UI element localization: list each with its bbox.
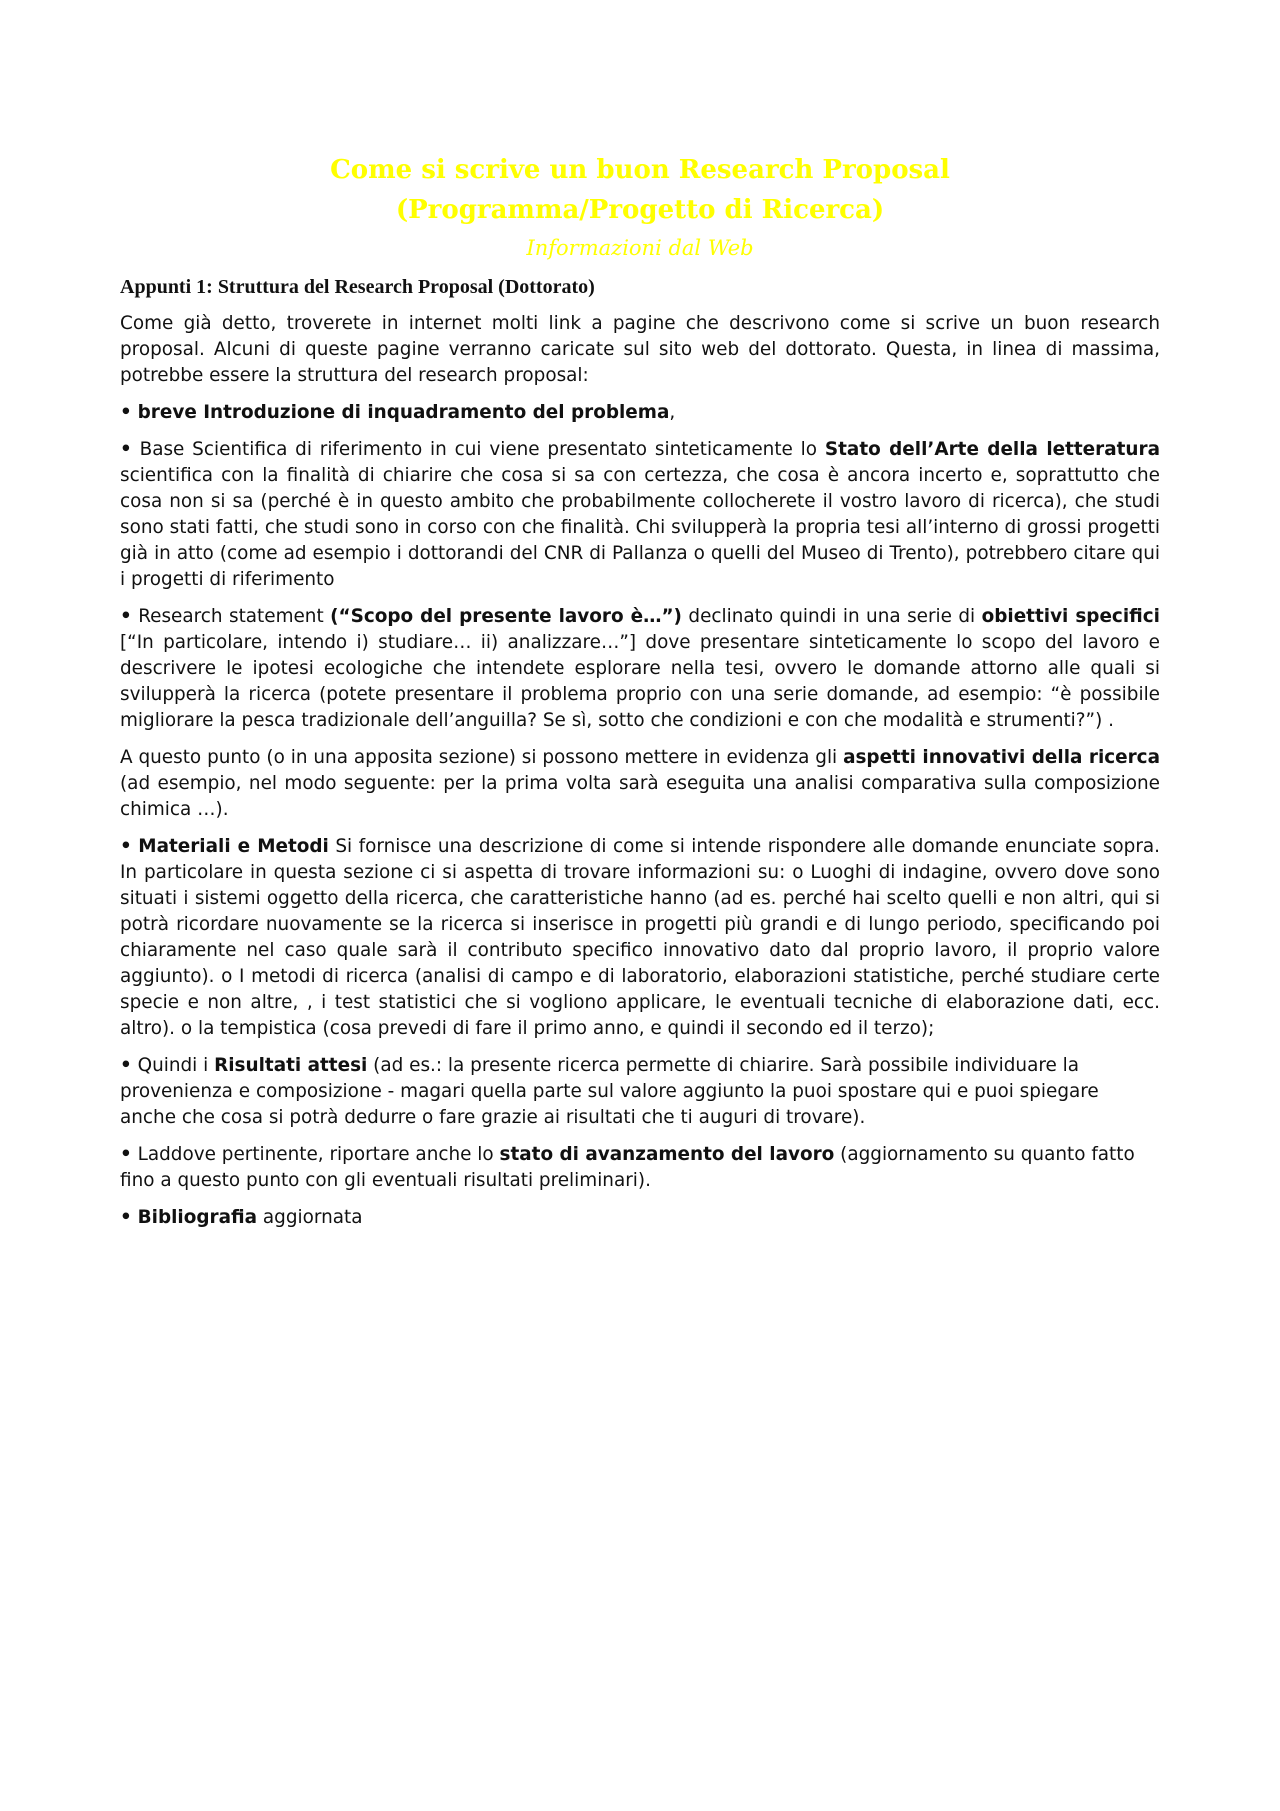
bold-text: Materiali e Metodi	[138, 836, 329, 857]
body-text: declinato quindi in una serie di	[681, 606, 982, 627]
bullet-marker: •	[120, 1055, 132, 1076]
document-title	[120, 150, 1160, 230]
body-text: Si fornisce una descrizione di come si intende rispondere alle domande enunciate sopra. In particolare in questa sezione ci si aspetta di trovare informazioni su: o Luoghi di indagine, ovvero dove sono situati i sistemi oggetto della ricerca, che caratteristiche hanno (ad es. perché hai scelto quelli e non altri, qui si potrà ricordare nuovamente se la ricerca si inserisce in progetti più grandi e di lungo periodo, specificando poi chiaramente nel caso quale sarà il contributo specifico innovativo dato dal proprio lavoro, il proprio valore aggiunto). o I metodi di ricerca (analisi di campo e di laboratorio, elaborazioni statistiche, perché studiare certe specie e non altre, , i test statistici che si vogliono applicare, le eventuali tecniche di elaborazione dati, ecc. altro). o la tempistica (cosa prevedi di fare il primo anno, e quindi il secondo ed il terzo);	[120, 836, 1161, 1039]
bullet-marker: •	[120, 439, 132, 460]
document-subtitle: Informazioni dal Web	[526, 236, 754, 260]
bullet-marker: •	[120, 1144, 132, 1165]
bold-text: obiettivi specifici	[981, 606, 1160, 627]
body-text: (ad esempio, nel modo seguente: per la prima volta sarà eseguita una analisi comparativa sulla composizione chimica …).	[120, 773, 1160, 820]
bullet-base-scientifica	[120, 437, 1160, 593]
bold-text: aspetti innovativi della ricerca	[843, 747, 1160, 768]
document-page	[120, 150, 1160, 1242]
body-text: ,	[669, 402, 676, 423]
bullet-marker: •	[120, 1207, 132, 1228]
section-heading: Appunti 1: Struttura del Research Proposal (Dottorato)	[120, 276, 595, 298]
intro-paragraph: Come già detto, troverete in internet molti link a pagine che descrivono come si scrive un buon research proposal. Alcuni di queste pagine verranno caricate sul sito web del dottorato. Questa, in linea di massima, potrebbe essere la struttura del research proposal:	[120, 313, 1160, 386]
bullet-marker: •	[120, 836, 132, 857]
bullet-introduzione	[120, 400, 1160, 426]
bullet-marker: •	[120, 606, 132, 627]
body-text: (aggiornamento su quanto fatto fino a questo punto con gli eventuali risultati preliminari).	[120, 1144, 1135, 1191]
paragraph-aspetti-innovativi	[120, 745, 1160, 823]
body-text: scientifica con la finalità di chiarire che cosa si sa con certezza, che cosa è ancora incerto e, soprattutto che cosa non si sa (perché è in questo ambito che probabilmente collocherete il vostro lavoro di ricerca), che studi sono stati fatti, che studi sono in corso con che finalità. Chi svilupperà la propria tesi all’interno di grossi progetti già in atto (come ad esempio i dottorandi del CNR di Pallanza o quelli del Museo di Trento), potrebbero citare qui i progetti di riferimento	[120, 465, 1160, 590]
body-text: Research statement	[131, 606, 331, 627]
bullet-risultati-attesi	[120, 1053, 1160, 1131]
body-text: Quindi i	[131, 1055, 215, 1076]
body-text: Laddove pertinente, riportare anche lo	[131, 1144, 500, 1165]
body-text: Base Scientifica di riferimento in cui viene presentato sinteticamente lo	[131, 439, 825, 460]
bold-text: Stato dell’Arte della letteratura	[824, 439, 1160, 460]
bold-text: (“Scopo del presente lavoro è…”)	[330, 606, 682, 627]
bold-text: Bibliografia	[137, 1207, 258, 1228]
body-text: (ad es.: la presente ricerca permette di chiarire. Sarà possibile individuare la provenienza e composizione - magari quella parte sul valore aggiunto la puoi spostare qui e puoi spiegare anche che cosa si potrà dedurre o fare grazie ai risultati che ti auguri di trovare).	[120, 1055, 1099, 1128]
bullet-stato-avanzamento	[120, 1142, 1160, 1194]
body-text: A questo punto (o in una apposita sezione) si possono mettere in evidenza gli	[120, 747, 844, 768]
bold-text: Risultati attesi	[214, 1055, 368, 1076]
bullet-bibliografia	[120, 1205, 1160, 1231]
title-line-1: Come si scrive un buon Research Proposal	[330, 155, 950, 185]
body-text: [“In particolare, intendo i) studiare… ii) analizzare…”] dove presentare sinteticamente lo scopo del lavoro e descrivere le ipotesi ecologiche che intendete esplorare nella tesi, ovvero le domande attorno alle quali si svilupperà la ricerca (potete presentare il problema proprio con una serie domande, ad esempio: “è possibile migliorare la pesca tradizionale dell’anguilla? Se sì, sotto che condizioni e con che modalità e strumenti?”) .	[120, 632, 1160, 731]
title-line-2: (Programma/Progetto di Ricerca)	[395, 195, 885, 225]
bold-text: stato di avanzamento del lavoro	[499, 1144, 835, 1165]
body-text: aggiornata	[257, 1207, 363, 1228]
bold-text: breve Introduzione di inquadramento del problema	[137, 402, 670, 423]
bullet-marker: •	[120, 402, 132, 423]
bullet-research-statement	[120, 604, 1160, 734]
bullet-materiali-metodi	[120, 834, 1160, 1042]
